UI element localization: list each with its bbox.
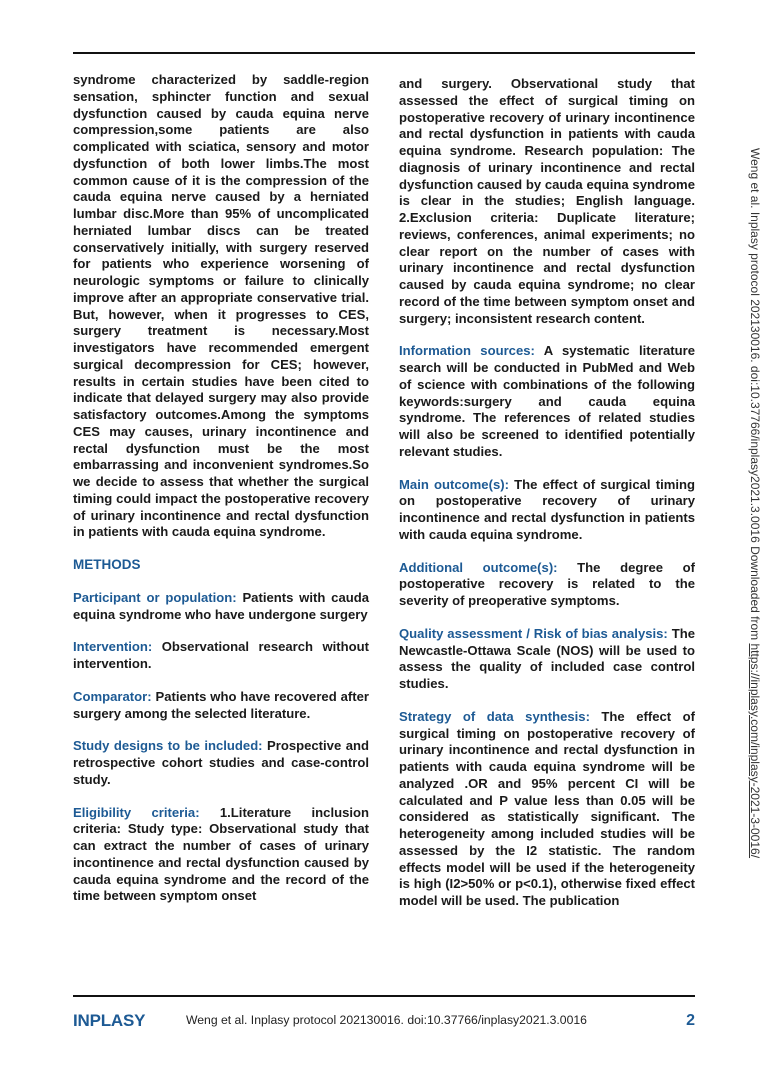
continuation-paragraph: and surgery. Observational study that assessed the effect of surgical timing on postoperative recovery of urinary incontinence and rectal dysfunction in patients with cauda equina syndrome. Research population: The diagnosis of urinary incontinence and rectal dysfunction caused by cauda equina syndrome is clear in the studies; English language. 2.Exclusion criteria: Duplicate literature; reviews, conferences, animal experiments; no clear report on the number of cases with urinary incontinence and rectal dysfunction caused by cauda equina syndrome; no clear record of the time between symptom onset and surgery; inconsistent research content. [399, 76, 695, 326]
section-additional-outcomes [399, 560, 695, 610]
section-label: Participant or population: [73, 589, 237, 605]
section-label: Additional outcome(s): [399, 559, 558, 575]
section-label: Quality assessment / Risk of bias analysis: [399, 625, 668, 641]
methods-heading: METHODS [73, 557, 141, 572]
section-label: Comparator: [73, 688, 152, 704]
section-participant [73, 590, 369, 624]
bottom-rule [73, 995, 695, 997]
section-text: Prospective and retrospective cohort studies and case-control study. [73, 738, 369, 787]
section-main-outcomes [399, 477, 695, 544]
left-column [73, 72, 369, 921]
section-intervention [73, 639, 369, 673]
section-data-synthesis [399, 709, 695, 910]
footer-brand-logo: INPLASY [73, 1011, 146, 1030]
section-label: Intervention: [73, 639, 153, 655]
section-quality-assessment [399, 626, 695, 693]
section-text: The Newcastle-Ottawa Scale (NOS) will be used to assess the quality of included case control studies. [399, 625, 695, 691]
section-label: Main outcome(s): [399, 476, 509, 492]
section-text: The degree of postoperative recovery is related to the severity of preoperative symptoms. [399, 559, 695, 608]
section-information-sources [399, 343, 695, 460]
page-number: 2 [686, 1012, 695, 1029]
section-text: A systematic literature search will be conducted in PubMed and Web of science with combinations of the following keywords:surgery and cauda equina syndrome. The references of related studies will also be screened to identified potentially relevant studies. [399, 343, 695, 459]
right-column [399, 76, 695, 926]
section-text: 1.Literature inclusion criteria: Study type: Observational study that can extract the number of cases of urinary incontinence and rectal dysfunction caused by cauda equina syndrome and the record of the time between symptom onset [73, 804, 369, 904]
section-text: The effect of surgical timing on postoperative recovery of urinary incontinence and rectal dysfunction in patients with cauda equina syndrome will be analyzed .OR and 95% percent CI will be calculated and P value less than 0.05 will be considered as statistically significant. The heterogeneity among included studies will be assessed by the I2 statistic. The random effects model will be used if the heterogeneity is high (I2>50% or p<0.1), otherwise fixed effect model will be used. The publication [399, 708, 695, 908]
section-comparator [73, 689, 369, 723]
intro-paragraph: syndrome characterized by saddle-region sensation, sphincter function and sexual dysfunction caused by cauda equina nerve compression,some patients are also complicated with sciatica, sensory and motor dysfunction of both lower limbs.The most common cause of it is the compression of the cauda equina nerve caused by a herniated lumbar disc.More than 95% of uncomplicated herniated lumbar discs can be treated conservatively initially, with surgery reserved for patients who experience worsening of neurologic symptoms or failure to clinically improve after an appropriate conservative trial. But, however, when it progresses to CES, surgery treatment is necessary.Most investigators have recommended emergent surgical decompression for CES; however, results in certain studies have been cited to indicate that delayed surgery may also provide satisfactory outcomes.Among the symptoms CES may causes, urinary incontinence and rectal dysfunction must be the most embarrassing and inconvenient syndromes.So we decide to assess that whether the surgical timing could impact the postoperative recovery of urinary incontinence and rectal dysfunction in patients with cauda equina syndrome. [73, 72, 369, 540]
sidebar-download-notice [746, 148, 764, 948]
section-text: Observational research without intervention. [73, 639, 369, 671]
sidebar-text: Weng et al. Inplasy protocol 202130016. doi:10.37766/inplasy2021.3.0016 Downloaded from [748, 148, 762, 644]
section-label: Study designs to be included: [73, 738, 263, 754]
section-label: Strategy of data synthesis: [399, 708, 590, 724]
section-label: Information sources: [399, 343, 535, 359]
section-text: Patients with cauda equina syndrome who have undergone surgery [73, 589, 370, 622]
section-label: Eligibility criteria: [73, 804, 200, 820]
section-text: The effect of surgical timing on postoperative recovery of urinary incontinence and rectal dysfunction in patients with cauda equina syndrome. [399, 476, 695, 542]
footer-citation: Weng et al. Inplasy protocol 202130016. doi:10.37766/inplasy2021.3.0016 [186, 1013, 587, 1027]
download-link[interactable]: https://inplasy.com/inplasy-2021-3-0016/ [748, 643, 762, 859]
section-text: Patients who have recovered after surgery among the selected literature. [73, 688, 369, 721]
top-rule [73, 52, 695, 54]
section-study-designs [73, 738, 369, 788]
section-eligibility [73, 805, 369, 906]
